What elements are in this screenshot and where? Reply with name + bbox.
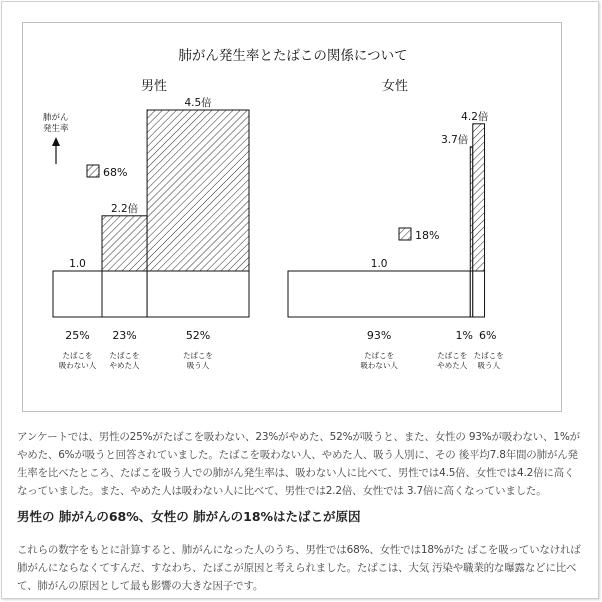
male-panel-title: 男性 (140, 79, 168, 94)
chart-container (22, 22, 562, 412)
female-category-label-1-0: たばこを (437, 351, 468, 360)
male-share-label-2: 52% (185, 329, 211, 342)
female-category-label-1-1: やめた人 (437, 361, 468, 370)
female-bars (288, 110, 504, 370)
female-share-label-2: 6% (479, 329, 497, 342)
male-risk-label-1: 2.2倍 (110, 202, 139, 215)
section-heading: 男性の 肺がんの68%、女性の 肺がんの18%はたばこが原因 (17, 509, 361, 524)
male-category-label-0-0: たばこを (62, 351, 93, 360)
chart-title: 肺がん発生率とたばこの関係について (178, 48, 408, 64)
female-baseline-bar-2 (473, 271, 485, 317)
male-category-label-2-1: 吸う人 (186, 361, 210, 370)
female-risk-label-0: 1.0 (370, 258, 388, 270)
male-category-label-2-0: たばこを (183, 351, 214, 360)
female-excess-bar-2 (473, 124, 485, 271)
y-axis-label-line1: 肺がん (43, 113, 69, 123)
female-category-label-0-1: 吸わない人 (360, 361, 398, 370)
male-category-label-1-1: やめた人 (109, 361, 140, 370)
male-bars (53, 96, 249, 370)
male-category-label-1-0: たばこを (109, 351, 140, 360)
female-baseline-bar-0 (288, 271, 470, 317)
male-share-label-1: 23% (112, 329, 137, 342)
female-legend-hatch-box (399, 228, 411, 240)
female-category-label-2-1: 吸う人 (477, 361, 501, 370)
male-risk-label-0: 1.0 (69, 258, 86, 270)
male-baseline-bar-1 (102, 271, 147, 317)
female-category-label-2-0: たばこを (473, 351, 504, 360)
conclusion-paragraph: これらの数字をもとに計算すると、肺がんになった人のうち、男性では68%、女性では18%がた ばこを吸っていなければ肺がんにならなくてすんだ、すなわち、たばこが原因と考えられました。たばこは、大気 汚染や職業的な曝露などに比べて、肺がんの原因として最も影響の大きな因子です。 (17, 544, 581, 592)
y-axis-label-line2: 発生率 (43, 124, 69, 134)
female-panel-title: 女性 (381, 79, 409, 94)
female-risk-label-2: 4.2倍 (461, 110, 489, 123)
male-legend-hatch-box (87, 165, 99, 177)
female-attributable-share: 18% (415, 229, 440, 242)
male-category-label-0-1: 吸わない人 (58, 361, 97, 370)
female-share-label-0: 93% (366, 329, 392, 342)
male-attributable-share: 68% (103, 166, 128, 179)
male-baseline-bar-2 (147, 271, 249, 317)
female-category-label-0-0: たばこを (364, 351, 395, 360)
male-share-label-0: 25% (65, 329, 90, 342)
y-axis-arrow-head (52, 137, 60, 146)
female-share-label-1: 1% (455, 329, 474, 342)
female-risk-label-1: 3.7倍 (441, 133, 469, 146)
intro-paragraph: アンケートでは、男性の25%がたばこを吸わない、23%がやめた、52%が吸うと、また、女性の 93%が吸わない、1%がやめた、6%が吸うと回答されていました。たばこを吸わない人、やめた人、吸う人別に、その 後平均7.8年間の肺がん発生率を比べたところ、たばこを吸う人での肺がん発生率は、吸わない人に比べて、男性では4.5倍、女性では4.2倍に高くなっていました。また、やめた人は吸わない人に比べて、男性では2.2倍、女性では 3.7倍に高くなっていました。 (17, 431, 580, 497)
male-risk-label-2: 4.5倍 (184, 97, 212, 109)
male-baseline-bar-0 (53, 271, 102, 317)
male-excess-bar-1 (102, 216, 147, 271)
lung-cancer-chart (23, 23, 563, 413)
male-excess-bar-2 (147, 110, 249, 271)
